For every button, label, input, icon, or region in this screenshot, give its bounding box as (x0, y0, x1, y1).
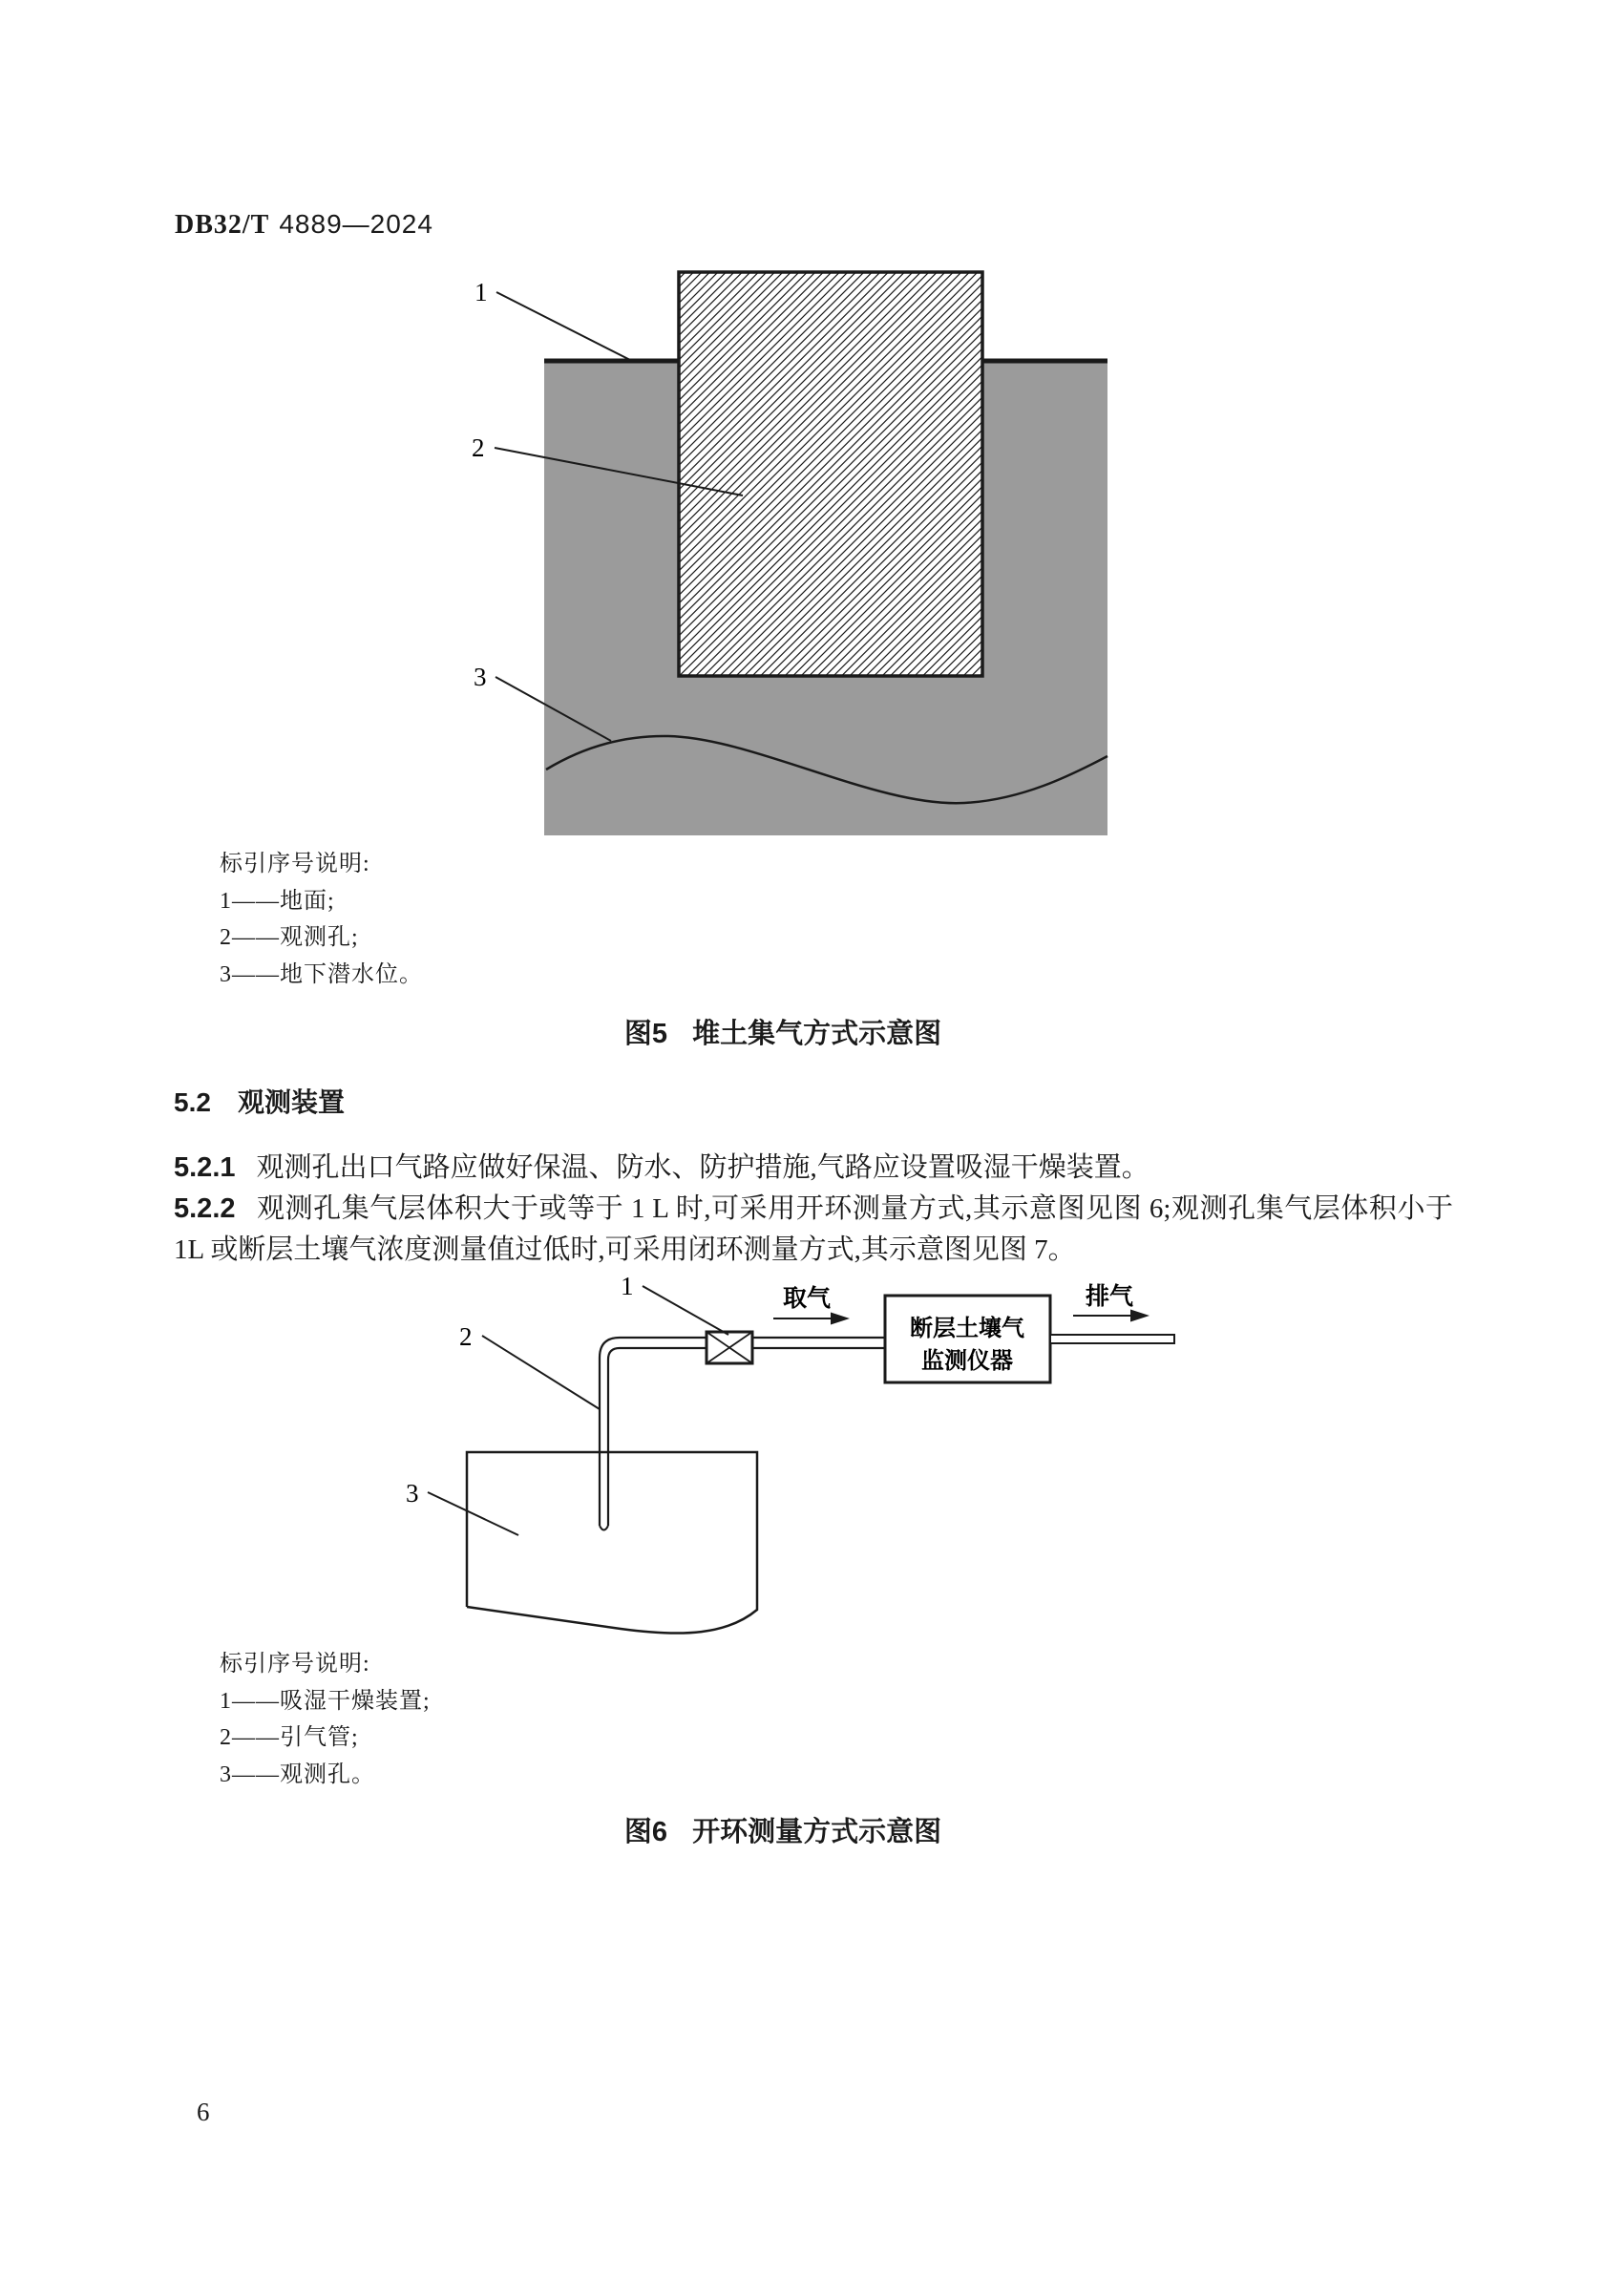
figure5-caption-number: 图5 (623, 1019, 668, 1049)
observation-hole-hatch (679, 272, 982, 676)
gas-pipe-outer (600, 1338, 885, 1526)
standard-code: DB32/T (175, 210, 270, 240)
exhaust-arrow-head (1130, 1310, 1149, 1322)
gas-pipe-tip (600, 1526, 608, 1530)
paragraph-521 (174, 1148, 1453, 1189)
fig5-label-3: 3 (474, 663, 487, 691)
figure6-caption (134, 1810, 1432, 1849)
figure5-diagram (420, 258, 1146, 850)
legend-item: 3——观测孔。 (220, 1761, 375, 1787)
leader-line-3 (428, 1492, 518, 1535)
legend-item: 2——引气管; (220, 1725, 359, 1750)
paragraph-521-text: 观测孔出口气路应做好保温、防水、防护措施,气路应设置吸湿干燥装置。 (256, 1152, 1149, 1183)
leader-line-2 (482, 1336, 600, 1409)
leader-line-1 (643, 1286, 728, 1335)
figure6-caption-title: 开环测量方式示意图 (692, 1817, 942, 1847)
figure5-caption-title: 堆土集气方式示意图 (692, 1019, 942, 1049)
fig6-label-2: 2 (459, 1322, 473, 1351)
fig5-label-2: 2 (472, 433, 485, 462)
figure6-caption-number: 图6 (623, 1817, 668, 1847)
document-header (175, 209, 433, 241)
section-heading (174, 1082, 345, 1120)
observation-hole-box (467, 1452, 757, 1634)
fig5-label-1: 1 (475, 278, 488, 306)
legend-item: 3——地下潜水位。 (220, 961, 423, 987)
exhaust-label: 排气 (1085, 1283, 1134, 1310)
instrument-label-line2: 监测仪器 (921, 1348, 1013, 1374)
paragraph-522-text: 观测孔集气层体积大于或等于 1 L 时,可采用开环测量方式,其示意图见图 6;观测孔集气层体积小于 1L 或断层土壤气浓度测量值过低时,可采用闭环测量方式,其示意图见图 7。 (174, 1193, 1453, 1265)
paragraph-522-number: 5.2.2 (174, 1193, 236, 1224)
gas-pipe-inner (608, 1348, 885, 1526)
take-gas-arrow-head (831, 1313, 850, 1325)
legend-title: 标引序号说明: (220, 852, 370, 876)
paragraph-521-number: 5.2.1 (174, 1152, 236, 1183)
legend-title: 标引序号说明: (220, 1652, 370, 1677)
page-number: 6 (197, 2098, 210, 2126)
figure5-caption (134, 1012, 1432, 1051)
instrument-label-line1: 断层土壤气 (910, 1316, 1024, 1341)
paragraph-522 (174, 1189, 1453, 1271)
figure6-diagram (391, 1260, 1203, 1652)
fig6-label-3: 3 (406, 1479, 419, 1508)
legend-item: 2——观测孔; (220, 925, 359, 950)
standard-number: 4889—2024 (279, 209, 433, 239)
figure6-legend (220, 1646, 431, 1793)
take-gas-label: 取气 (782, 1285, 832, 1312)
section-number: 5.2 (174, 1087, 211, 1117)
section-title: 观测装置 (237, 1087, 345, 1117)
legend-item: 1——吸湿干燥装置; (220, 1688, 431, 1714)
leader-line-1 (496, 292, 630, 360)
legend-item: 1——地面; (220, 888, 335, 914)
exhaust-pipe (1050, 1335, 1174, 1343)
fig6-label-1: 1 (621, 1272, 634, 1300)
figure5-legend (220, 846, 423, 993)
